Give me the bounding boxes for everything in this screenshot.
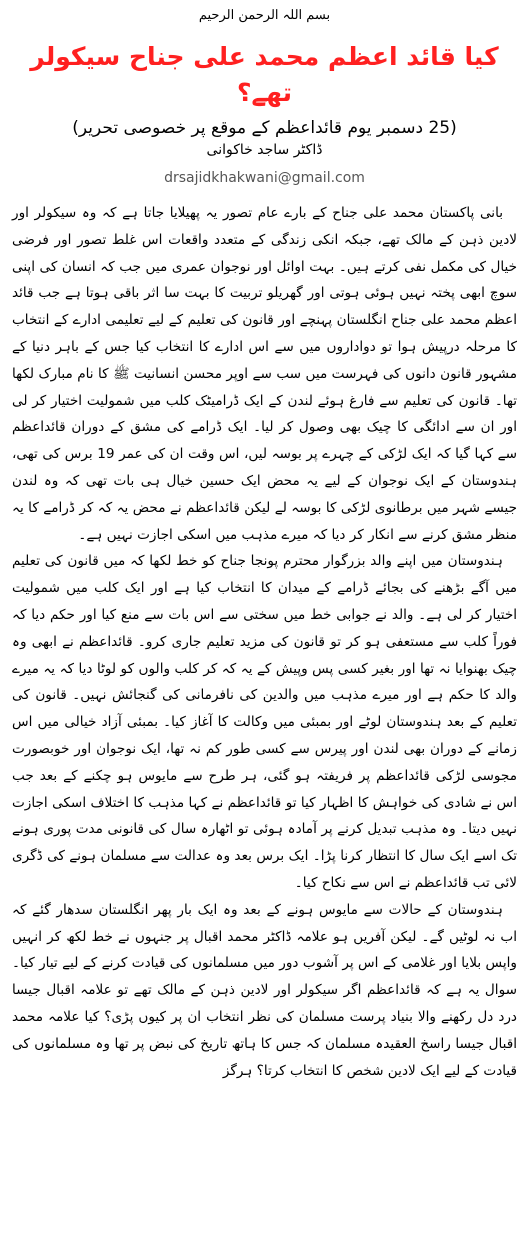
article-title: کیا قائد اعظم محمد علی جناح سیکولر تھے؟ bbox=[30, 42, 499, 107]
bismillah: بسم اللہ الرحمن الرحیم bbox=[198, 8, 331, 23]
paragraph-3: ہندوستان کے حالات سے مایوس ہونے کے بعد وہ ایک بار پھر انگلستان سدھار گئے کہ اب نہ لوٹیں گے۔ لیکن آفریں ہو علامہ ڈاکٹر محمد اقبال پر جنہوں نے خط لکھ کر انہیں واپس بلایا اور غلامی کے اس پر آشوب دور میں مسلمانوں کی قیادت کرنے کے لیے تیار کیا۔ سوال یہ ہے کہ قائداعظم اگر سیکولر اور لادین ذہن کے مالک تھے تو علامہ اقبال جیسا درد دل رکھنے والا بنیاد پرست مسلمان کی نظر انتخاب ان پر کیوں پڑی؟ کیا علامہ محمد اقبال جیسا راسخ العقیدہ مسلمان کہ جس کا ہاتھ تاریخ کی نبض پر تھا وہ مسلمانوں کی قیادت کے لیے ایک لادین شخص کا انتخاب کرتا؟ ہرگز bbox=[12, 901, 517, 1079]
paragraph-1: بانی پاکستان محمد علی جناح کے بارے عام تصور یہ پھیلایا جاتا ہے کہ وہ سیکولر اور لادین ذہن کے مالک تھے، جبکہ انکی زندگی کے متعدد واقعات اس غلط تصور اور فرضی خیال کی مکمل نفی کرتے ہیں۔ بہت اوائل اور نوجوان عمری میں جب کہ انسان کی اپنی سوچ ابھی پختہ نہیں ہوئی ہوتی اور گھریلو تربیت کا بہت سا اثر باقی ہوتا ہے جب قائد اعظم محمد علی جناح انگلستان پہنچے اور قانون کی تعلیم کے لیے تعلیمی ادارے کے انتخاب کا مرحلہ درپیش ہوا تو دواداروں میں سے اس ادارے کا انتخاب کیا جس کے باہر دنیا کے مشہور قانون دانوں کی فہرست میں سب سے اوپر محسن انسانیت ﷺ کا نام مبارک لکھا تھا۔ قانون کی تعلیم سے فارغ ہوئے لندن کے ایک ڈرامیٹک کلب میں شمولیت اختیار کر لی اور ان سے ادائگی کا چیک بھی وصول کر لیا۔ ایک ڈرامے کی مشق کے دوران قائداعظم سے کہا گیا کہ ایک لڑکی کے چہرے پر بوسہ لیں، اس وقت ان کی عمر 19 برس کی تھی، ہندوستان کے ایک نوجوان کے لیے یہ محض ایک حسین خیال ہی بات تھی کہ وہ لندن جیسے شہر میں برطانوی لڑکی کا بوسہ لے لیکن قائداعظم نے محض یہ کہ کر ڈرامے کا یہ منظر مشق کرنے سے انکار کر دیا کہ میرے مذہب میں اسکی اجازت نہیں ہے۔ bbox=[12, 205, 517, 543]
author-name: ڈاکٹر ساجد خاکوانی bbox=[206, 142, 323, 158]
article-header bbox=[12, 8, 517, 158]
article-body bbox=[12, 200, 517, 1084]
paragraph-2: ہندوستان میں اپنے والد بزرگوار محترم پونجا جناح کو خط لکھا کہ میں قانون کی تعلیم میں آگے بڑھنے کی بجائے ڈرامے کے میدان کا انتخاب کیا ہے اور ایک کلب میں شمولیت اختیار کر لی ہے۔ والد نے جوابی خط میں سختی سے اس بات سے منع کیا اور حکم دیا کہ فوراً کلب سے مستعفی ہو کر تو قانون کی مزید تعلیم جاری کرو۔ قائداعظم نے ابھی وہ چیک بھنوایا نہ تھا اور بغیر کسی پس وپیش کے یہ کہ کر کلب والوں کو لوٹا دیا کہ یہ میرے والد کا حکم ہے اور میرے مذہب میں والدین کی نافرمانی کی گنجائش نہیں۔ قانون کی تعلیم کے بعد ہندوستان لوٹے اور بمبئی میں وکالت کا آغاز کیا۔ بمبئی آزاد خیالی میں اس زمانے کے دوران بھی لندن اور پیرس سے کسی طور کم نہ تھا، ایک نوجوان اور خوبصورت مجوسی لڑکی قائداعظم پر فریفتہ ہو گئی، ہر طرح سے مایوس ہو چکنے کے بعد جب اس نے شادی کی خواہش کا اظہار کیا تو قائداعظم نے کہا مذہب کا اختلاف اسکی اجازت نہیں دیتا۔ وہ مذہب تبدیل کرنے پر آمادہ ہوئی تو اٹھارہ سال کی قانونی مدت پوری ہونے تک اسے ایک سال کا انتظار کرنا پڑا۔ ایک برس بعد وہ عدالت سے مسلمان ہونے کی ڈگری لائی تب قائداعظم نے اس سے نکاح کیا۔ bbox=[12, 553, 517, 891]
author-email: drsajidkhakwani@gmail.com bbox=[164, 170, 365, 186]
article-subtitle: (25 دسمبر یوم قائداعظم کے موقع پر خصوصی تحریر) bbox=[72, 118, 457, 138]
